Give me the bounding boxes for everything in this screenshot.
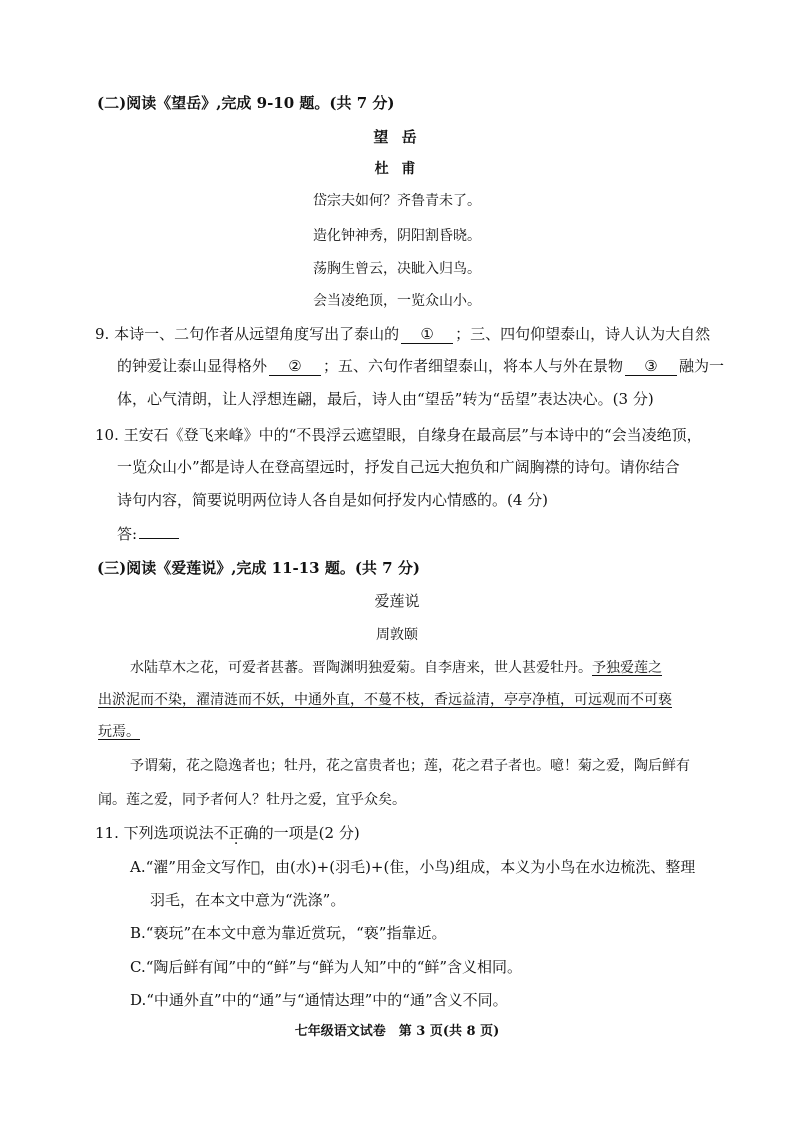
underlined-text: 予独爱莲之	[592, 660, 662, 676]
essay-title: 爱莲说	[374, 592, 420, 610]
question-text: 融为一	[679, 357, 725, 375]
question-number: 9.	[95, 325, 110, 343]
essay-text: 水陆草木之花，可爱者甚蕃。晋陶渊明独爱菊。自李唐来，世人甚爱牡丹。	[130, 660, 592, 676]
poem-line-3: 荡胸生曾云，决眦入归鸟。	[313, 261, 481, 277]
question-text: 的一项是(2 分)	[258, 824, 360, 842]
question-number: 10.	[95, 426, 119, 444]
essay-paragraph-1-line-2: 出淤泥而不染，濯清涟而不妖，中通外直，不蔓不枝，香远益清，亭亭净植，可远观而不可亵	[98, 692, 672, 708]
question-text: 下列选项说法	[123, 824, 214, 842]
question-text: 王安石《登飞来峰》中的“不畏浮云遮望眼，自缘身在最高层”与本诗中的“会当凌绝顶，	[123, 426, 702, 444]
essay-paragraph-1-line-1	[130, 657, 662, 677]
poem-line-1: 岱宗夫如何？齐鲁青未了。	[313, 193, 481, 209]
option-a-line-2: 羽毛，在本文中意为“洗涤”。	[150, 891, 346, 909]
answer-blank-1: ①	[401, 325, 453, 344]
question-9-line-2	[117, 355, 724, 376]
question-9-line-1	[95, 323, 710, 344]
question-text: 的钟爱让泰山显得格外	[117, 357, 268, 375]
option-a-line-1: A.“濯”用金文写作𢿋，由(水)+(羽毛)+(隹，小鸟)组成，本义为小鸟在水边梳洗、整理	[130, 858, 696, 876]
question-number: 11.	[95, 824, 119, 842]
essay-paragraph-1-line-3: 玩焉。	[98, 724, 140, 740]
poem-author: 杜 甫	[374, 161, 420, 177]
option-b: B.“亵玩”在本文中意为靠近赏玩，“亵”指靠近。	[130, 924, 447, 942]
poem-line-2: 造化钟神秀，阴阳割昏晓。	[313, 228, 481, 244]
option-c: C.“陶后鲜有闻”中的“鲜”与“鲜为人知”中的“鲜”含义相同。	[130, 958, 523, 976]
section-3-heading: (三)阅读《爱莲说》,完成 11-13 题。(共 7 分)	[97, 559, 420, 577]
answer-label: 答:	[117, 525, 138, 543]
answer-line	[117, 523, 181, 544]
question-text: ；五、六句作者细望泰山，将本人与外在景物	[323, 357, 624, 375]
answer-input-blank[interactable]	[139, 538, 179, 539]
question-10-line-2: 一览众山小”都是诗人在登高望远时，抒发自己远大抱负和广阔胸襟的诗句。请你结合	[117, 458, 680, 476]
question-11-stem	[95, 822, 360, 843]
question-text: 本诗一、二句作者从远望角度写出了泰山的	[114, 325, 400, 343]
question-9-line-3: 体，心气清朗，让人浮想连翩，最后，诗人由“望岳”转为“岳望”表达决心。(3 分)	[117, 390, 654, 408]
answer-blank-2: ②	[269, 357, 321, 376]
essay-paragraph-2-line-1: 予谓菊，花之隐逸者也；牡丹，花之富贵者也；莲，花之君子者也。噫！菊之爱，陶后鲜有	[130, 758, 690, 774]
essay-author: 周敦颐	[376, 627, 418, 643]
option-d: D.“中通外直”中的“通”与“通情达理”中的“通”含义不同。	[130, 991, 508, 1009]
question-10-line-1	[95, 424, 702, 445]
poem-line-4: 会当凌绝顶，一览众山小。	[313, 293, 481, 309]
page-footer: 七年级语文试卷 第 3 页(共 8 页)	[294, 1024, 500, 1039]
answer-blank-3: ③	[625, 357, 677, 376]
poem-title: 望 岳	[373, 128, 421, 146]
question-10-line-3: 诗句内容，简要说明两位诗人各自是如何抒发内心情感的。(4 分)	[117, 491, 549, 509]
essay-paragraph-2-line-2: 闻。莲之爱，同予者何人？牡丹之爱，宜乎众矣。	[98, 792, 406, 808]
emphasized-text: 不正确	[213, 824, 259, 842]
question-text: ；三、四句仰望泰山，诗人认为大自然	[455, 325, 711, 343]
section-2-heading: (二)阅读《望岳》,完成 9-10 题。(共 7 分)	[97, 94, 395, 112]
